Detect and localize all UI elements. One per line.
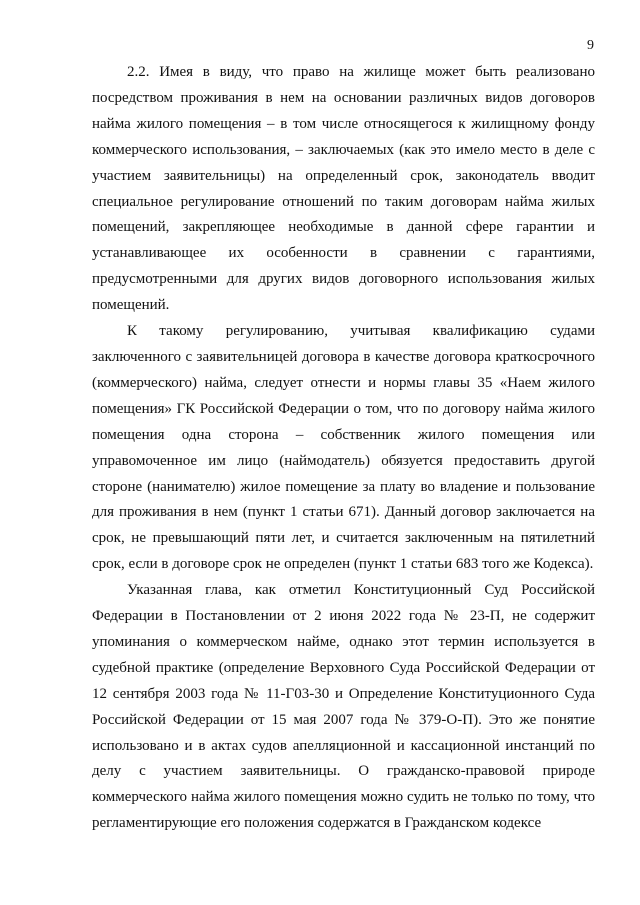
paragraph-regulation: К такому регулированию, учитывая квалификацию судами заключенного с заявительницей договора в качестве договора краткосрочного (коммерческого) найма, следует отнести и нормы главы 35 «Наем жилого помещения» ГК Российской Федерации о том, что по договору найма жилого помещения одна сторона – собственник жилого помещения или управомоченное им лицо (наймодатель) обязуется предоставить другой стороне (нанимателю) жилое помещение за плату во владение и пользование для проживания в нем (пункт 1 статьи 671). Данный договор заключается на срок, не превышающий пяти лет, и считается заключенным на пятилетний срок, если в договоре срок не определен (пункт 1 статьи 683 того же Кодекса). (92, 323, 595, 573)
paragraph-2-2: 2.2. Имея в виду, что право на жилище может быть реализовано посредством проживания в нем на основании различных видов договоров найма жилого помещения – в том числе относящегося к жилищному фонду коммерческого использования, – заключаемых (как это имело место в деле с участием заявительницы) на определенный срок, законодатель вводит специальное регулирование отношений по таким договорам найма жилых помещений, закрепляющее необходимые в данной сфере гарантии и устанавливающее их особенности в сравнении с гарантиями, предусмотренными для других видов договорного использования жилых помещений. (92, 64, 595, 314)
paragraph-commercial-lease: Указанная глава, как отметил Конституционный Суд Российской Федерации в Постановлении от 2 июня 2022 года № 23-П, не содержит упоминания о коммерческом найме, однако этот термин используется в судебной практике (определение Верховного Суда Российской Федерации от 12 сентября 2003 года № 11-Г03-30 и Определение Конституционного Суда Российской Федерации от 15 мая 2007 года № 379-О-П). Это же понятие использовано и в актах судов апелляционной и кассационной инстанций по делу с участием заявительницы. О гражданско-правовой природе коммерческого найма жилого помещения можно судить не только по тому, что регламентирующие его положения содержатся в Гражданском кодексе (92, 582, 595, 832)
document-body (92, 60, 595, 837)
page-number: 9 (587, 38, 594, 53)
